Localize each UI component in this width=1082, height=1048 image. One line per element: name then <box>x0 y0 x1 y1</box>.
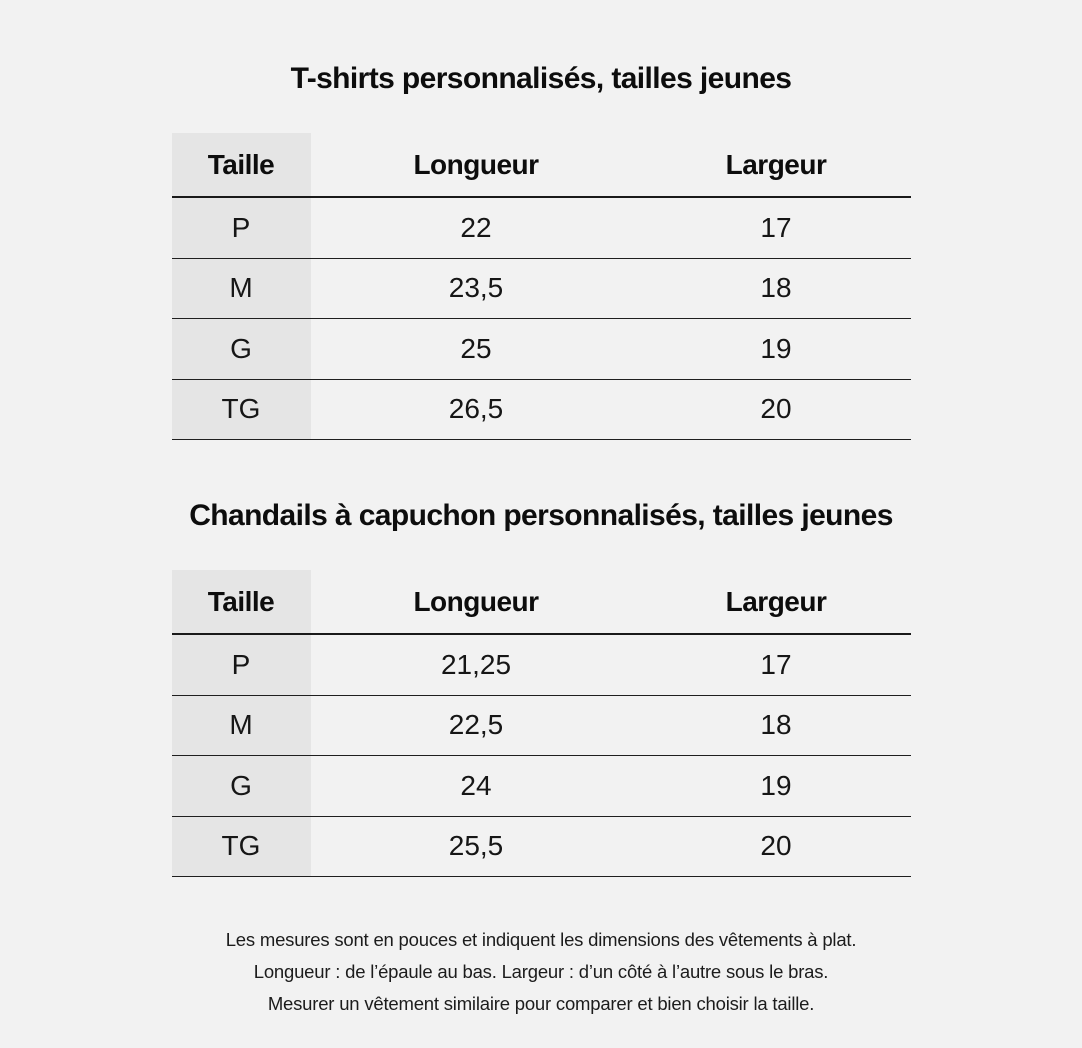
hoodie-sizes-title: Chandails à capuchon personnalisés, tailles jeunes <box>189 499 893 532</box>
size-label-cell: M <box>172 695 311 756</box>
width-value-cell: 19 <box>760 769 792 801</box>
measurement-notes <box>0 924 1082 1020</box>
tshirt-sizes-section <box>0 60 1082 440</box>
size-label-cell: P <box>172 634 311 695</box>
header-row <box>172 570 911 634</box>
length-value-cell: 23,5 <box>448 272 504 304</box>
size-row <box>172 379 911 440</box>
column-header-longueur: Longueur <box>413 585 539 617</box>
width-value-cell: 18 <box>760 272 792 304</box>
size-row <box>172 197 911 258</box>
size-row <box>172 816 911 877</box>
size-row <box>172 258 911 319</box>
tshirt-size-table <box>172 133 911 440</box>
size-row <box>172 756 911 817</box>
column-header-taille: Taille <box>172 133 311 197</box>
column-header-longueur: Longueur <box>413 148 539 180</box>
length-value-cell: 26,5 <box>448 393 504 425</box>
width-value-cell: 19 <box>760 332 792 364</box>
length-value-cell: 22,5 <box>448 709 504 741</box>
column-header-taille: Taille <box>172 570 311 634</box>
column-header-largeur: Largeur <box>725 585 827 617</box>
size-row <box>172 319 911 380</box>
hoodie-size-table <box>172 570 911 877</box>
hoodie-sizes-section <box>0 497 1082 877</box>
size-label-cell: G <box>172 756 311 817</box>
size-label-cell: M <box>172 258 311 319</box>
width-value-cell: 20 <box>760 830 792 862</box>
size-label-cell: TG <box>172 379 311 440</box>
header-row <box>172 133 911 197</box>
width-value-cell: 18 <box>760 709 792 741</box>
note-line-advice: Mesurer un vêtement similaire pour comparer et bien choisir la taille. <box>267 993 815 1014</box>
note-line-units: Les mesures sont en pouces et indiquent les dimensions des vêtements à plat. <box>225 929 857 950</box>
tshirt-sizes-title: T-shirts personnalisés, tailles jeunes <box>290 62 792 95</box>
length-value-cell: 24 <box>460 769 492 801</box>
width-value-cell: 20 <box>760 393 792 425</box>
length-value-cell: 22 <box>460 211 492 243</box>
size-label-cell: TG <box>172 816 311 877</box>
size-row <box>172 634 911 695</box>
note-line-definitions: Longueur : de l’épaule au bas. Largeur : d’un côté à l’autre sous le bras. <box>253 961 829 982</box>
width-value-cell: 17 <box>760 648 792 680</box>
width-value-cell: 17 <box>760 211 792 243</box>
size-label-cell: P <box>172 197 311 258</box>
length-value-cell: 25 <box>460 332 492 364</box>
length-value-cell: 21,25 <box>440 648 512 680</box>
size-row <box>172 695 911 756</box>
column-header-largeur: Largeur <box>725 148 827 180</box>
length-value-cell: 25,5 <box>448 830 504 862</box>
size-label-cell: G <box>172 319 311 380</box>
